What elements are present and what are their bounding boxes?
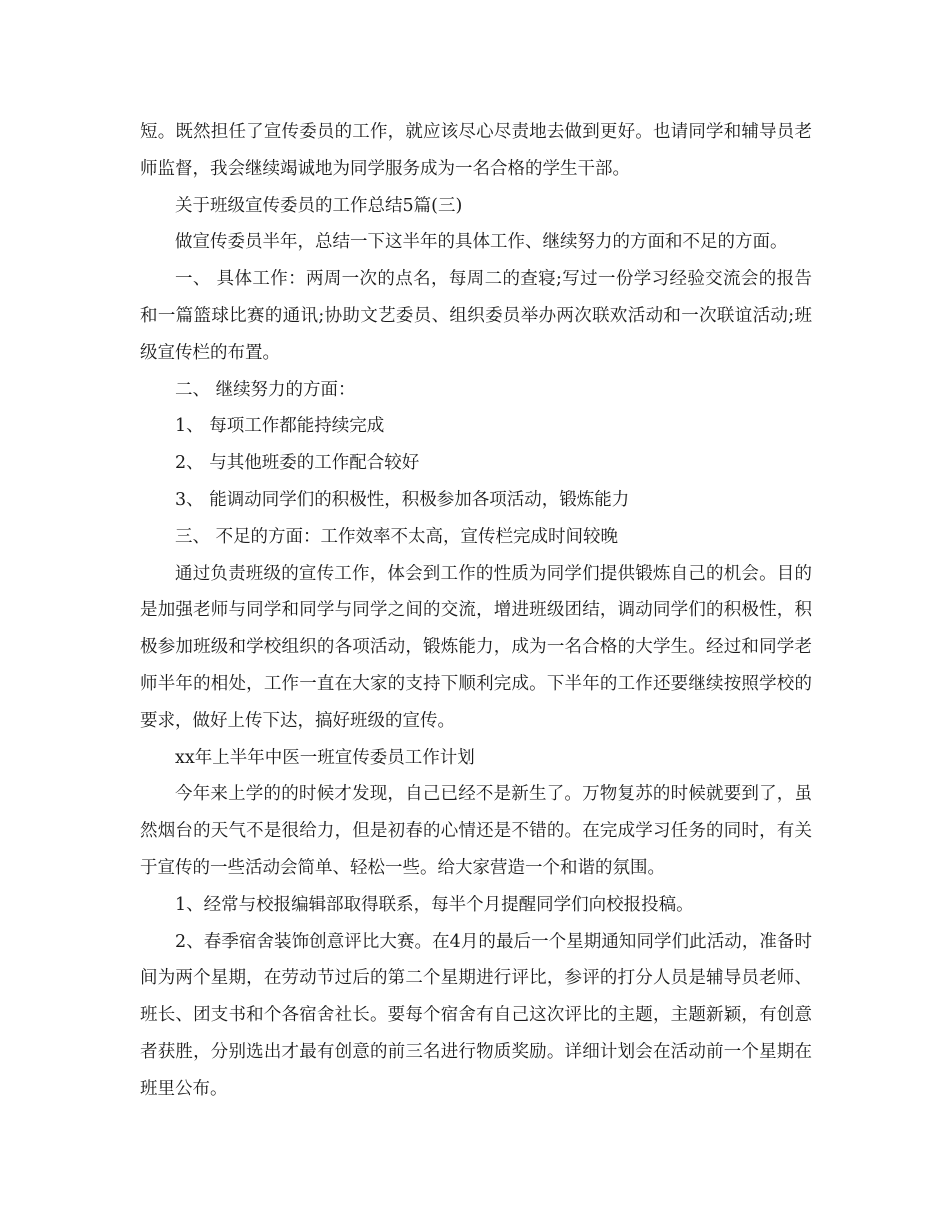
plan-item: 2、春季宿舍装饰创意评比大赛。在4月的最后一个星期通知同学们此活动，准备时间为两个星期，在劳动节过后的第二个星期进行评比，参评的打分人员是辅导员老师、班长、团支书和个各宿舍社长。要每个宿舍有自己这次评比的主题，主题新颖，有创意者获胜，分别选出才最有创意的前三名进行物质奖励。详细计划会在活动前一个星期在班里公布。 — [140, 931, 812, 1099]
paragraph-continuation: 短。既然担任了宣传委员的工作，就应该尽心尽责地去做到更好。也请同学和辅导员老师监督，我会继续竭诚地为同学服务成为一名合格的学生干部。 — [140, 122, 812, 179]
paragraph: 做宣传委员半年，总结一下这半年的具体工作、继续努力的方面和不足的方面。 — [175, 232, 788, 253]
plan-item: 1、经常与校报编辑部取得联系，每半个月提醒同学们向校报投稿。 — [175, 894, 694, 915]
section-heading: xx年上半年中医一班宣传委员工作计划 — [175, 747, 475, 768]
sub-list-item: 1、 每项工作都能持续完成 — [175, 416, 385, 437]
list-item-continue-efforts: 二、 继续努力的方面： — [175, 379, 356, 400]
paragraph: 通过负责班级的宣传工作，体会到工作的性质为同学们提供锻炼自己的机会。目的是加强老师与同学和同学与同学之间的交流，增进班级团结，调动同学们的积极性，积极参加班级和学校组织的各项活动，锻炼能力，成为一名合格的大学生。经过和同学老师半年的相处，工作一直在大家的支持下顺利完成。下半年的工作还要继续按照学校的要求，做好上传下达，搞好班级的宣传。 — [140, 563, 812, 731]
paragraph: 今年来上学的的时候才发现，自己已经不是新生了。万物复苏的时候就要到了，虽然烟台的天气不是很给力，但是初春的心情还是不错的。在完成学习任务的同时，有关于宣传的一些活动会简单、轻松一些。给大家营造一个和谐的氛围。 — [140, 784, 812, 878]
list-item-specific-work: 一、 具体工作：两周一次的点名，每周二的查寝;写过一份学习经验交流会的报告和一篇篮球比赛的通讯;协助文艺委员、组织委员举办两次联欢活动和一次联谊活动;班级宣传栏的布置。 — [140, 269, 812, 363]
section-heading: 关于班级宣传委员的工作总结5篇(三) — [175, 195, 463, 216]
sub-list-item: 3、 能调动同学们的积极性，积极参加各项活动，锻炼能力 — [175, 489, 630, 510]
document-body — [140, 114, 812, 1108]
sub-list-item: 2、 与其他班委的工作配合较好 — [175, 453, 420, 474]
list-item-shortcomings: 三、 不足的方面：工作效率不太高，宣传栏完成时间较晚 — [175, 526, 619, 547]
